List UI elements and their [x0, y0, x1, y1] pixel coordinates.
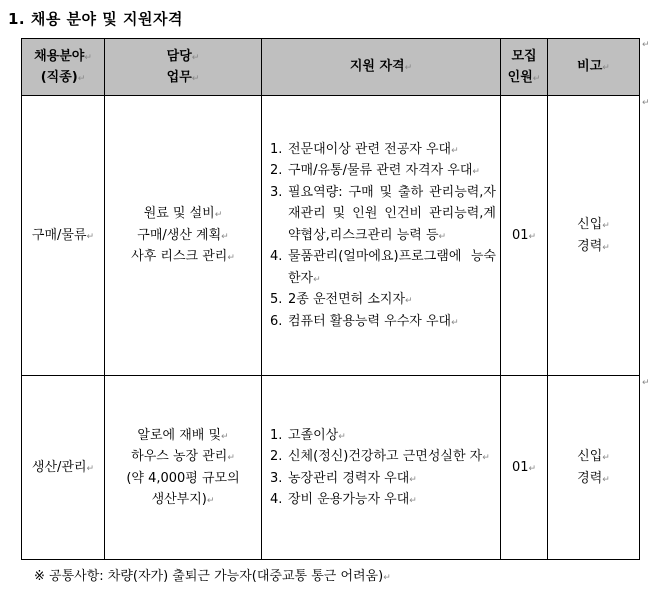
list-item: 2. 신체(정신)건강하고 근면성실한 자↵ — [270, 449, 490, 465]
header-qualifications: 지원 자격↵ — [262, 39, 501, 96]
row-duty: 원료 및 설비↵ 구매/생산 계획↵ 사후 리스크 관리↵ — [105, 96, 262, 376]
row-qualifications — [262, 376, 501, 560]
row-field: 생산/관리↵ — [22, 376, 105, 560]
row-end-mark: ↵ — [642, 98, 650, 108]
row-remarks: 신입↵ 경력↵ — [548, 376, 640, 560]
row-count: 01↵ — [501, 96, 548, 376]
list-item: 5. 2종 운전면허 소지자↵ — [270, 292, 413, 308]
row-end-mark: ↵ — [642, 40, 650, 50]
list-item: 6. 컴퓨터 활용능력 우수자 우대↵ — [270, 313, 459, 329]
row-field: 구매/물류↵ — [22, 96, 105, 376]
row-remarks: 신입↵ 경력↵ — [548, 96, 640, 376]
row-qualifications — [262, 96, 501, 376]
header-remarks: 비고↵ — [548, 39, 640, 96]
list-item: 3. 필요역량: 구매 및 출하 관리능력,자재관리 및 인원 인건비 관리능력,계약협상,리스크관리 능력 등↵ — [270, 184, 496, 243]
footnote: ※ 공통사항: 차량(자가) 출퇴근 가능자(대중교통 통근 어려움)↵ — [34, 569, 391, 584]
recruitment-table — [21, 38, 640, 560]
section-title: 1. 채용 분야 및 지원자격 — [8, 10, 183, 28]
table-row — [22, 96, 640, 376]
list-item: 1. 고졸이상↵ — [270, 427, 346, 443]
list-item: 3. 농장관리 경력자 우대↵ — [270, 470, 417, 486]
list-item: 4. 물품관리(얼마에요)프로그램에 능숙한자↵ — [270, 249, 496, 286]
row-end-mark: ↵ — [642, 378, 650, 388]
table-row — [22, 376, 640, 560]
header-duty: 담당↵ 업무↵ — [105, 39, 262, 96]
table-header-row — [22, 39, 640, 96]
list-item: 4. 장비 운용가능자 우대↵ — [270, 491, 417, 507]
header-field: 채용분야↵ (직종)↵ — [22, 39, 105, 96]
header-count: 모집 인원↵ — [501, 39, 548, 96]
row-duty: 알로에 재배 및↵ 하우스 농장 관리↵ (약 4,000평 규모의 생산부지)↵ — [105, 376, 262, 560]
row-count: 01↵ — [501, 376, 548, 560]
list-item: 1. 전문대이상 관련 전공자 우대↵ — [270, 142, 459, 158]
list-item: 2. 구매/유통/물류 관련 자격자 우대↵ — [270, 163, 480, 179]
